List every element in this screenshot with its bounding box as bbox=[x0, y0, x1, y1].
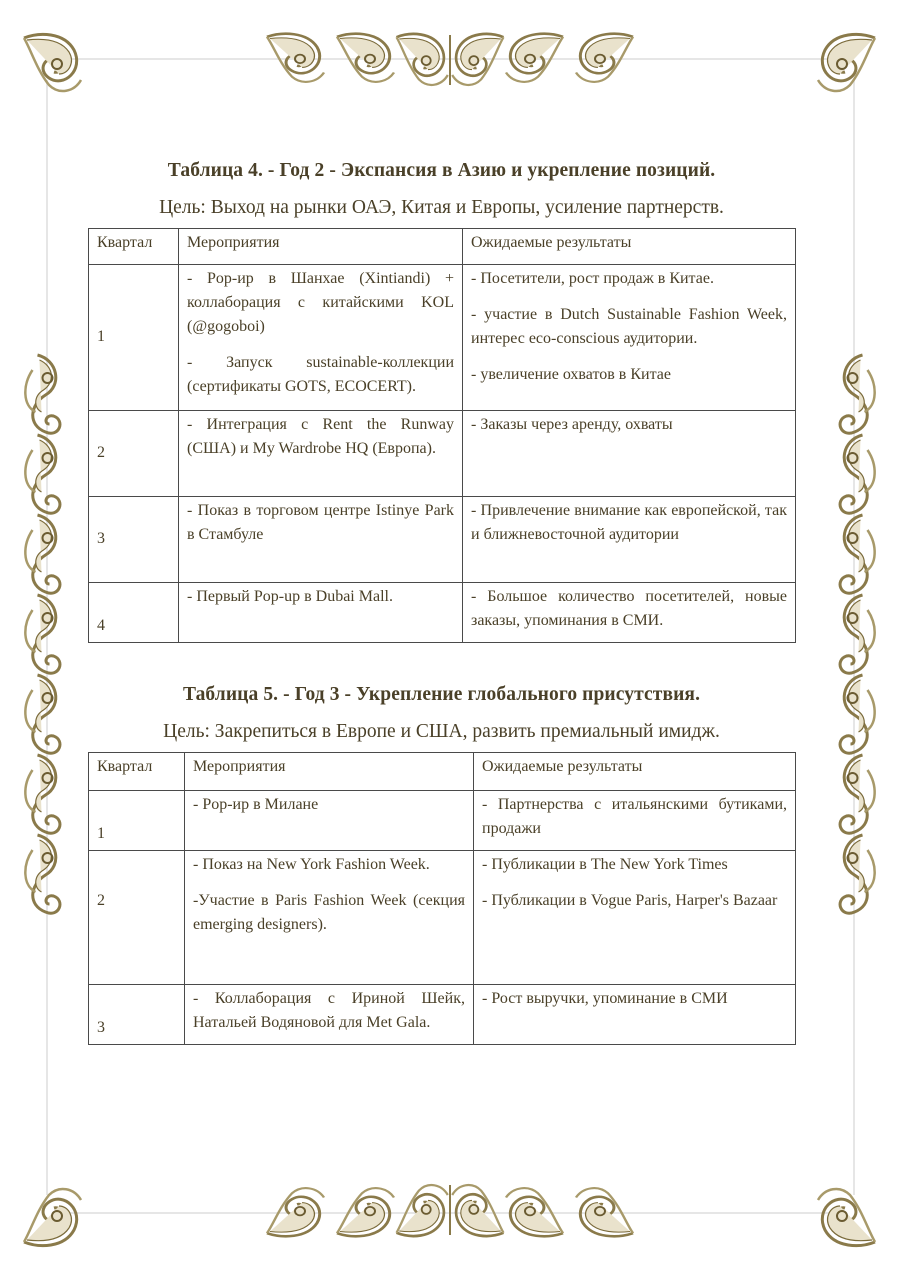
results-cell bbox=[463, 265, 796, 411]
corner-ornament-top-left bbox=[14, 30, 94, 100]
table-row bbox=[89, 411, 796, 497]
activities-cell bbox=[179, 497, 463, 583]
result-item: - Привлечение внимание как европейской, так и ближневосточной аудитории bbox=[471, 502, 787, 543]
header-results: Ожидаемые результаты bbox=[463, 229, 796, 265]
table4 bbox=[88, 228, 796, 643]
results-cell bbox=[463, 497, 796, 583]
quarter-cell: 2 bbox=[89, 411, 179, 497]
quarter-cell: 2 bbox=[89, 851, 185, 985]
quarter-cell: 3 bbox=[89, 985, 185, 1045]
table-row bbox=[89, 497, 796, 583]
activities-cell bbox=[185, 791, 474, 851]
top-center-ornament bbox=[262, 30, 638, 90]
table-row bbox=[89, 985, 796, 1045]
corner-ornament-bottom-right bbox=[805, 1180, 885, 1250]
result-item: - участие в Dutch Sustainable Fashion Week, интерес eco-conscious аудитории. bbox=[471, 306, 787, 347]
table-row bbox=[89, 583, 796, 643]
activity-item: - Pop-ир в Шанхае (Xintiandi) + коллаборация с китайскими KOL (@gogoboi) bbox=[187, 270, 454, 335]
results-cell bbox=[474, 985, 796, 1045]
activities-cell bbox=[179, 411, 463, 497]
results-cell bbox=[474, 791, 796, 851]
result-item: - Рост выручки, упоминание в СМИ bbox=[482, 990, 728, 1007]
activities-cell bbox=[185, 851, 474, 985]
activity-item: - Первый Pop-up в Dubai Mall. bbox=[187, 588, 393, 605]
table5-title: Таблица 5. - Год 3 - Укрепление глобального присутствия. bbox=[182, 684, 701, 705]
result-item: - увеличение охватов в Китае bbox=[471, 366, 671, 383]
table-row bbox=[89, 791, 796, 851]
activity-item: - Запуск sustainable-коллекции (сертификаты GOTS, ECOCERT). bbox=[187, 354, 454, 395]
bottom-center-ornament bbox=[262, 1180, 638, 1240]
table5-header-row bbox=[89, 753, 796, 791]
quarter-cell: 1 bbox=[89, 791, 185, 851]
result-item: - Партнерства с итальянскими бутиками, продажи bbox=[482, 796, 787, 837]
result-item: - Заказы через аренду, охваты bbox=[471, 416, 673, 433]
header-results: Ожидаемые результаты bbox=[474, 753, 796, 791]
result-item: - Публикации в Vogue Paris, Harper's Bazaar bbox=[482, 892, 778, 909]
activities-cell bbox=[179, 265, 463, 411]
table4-title: Таблица 4. - Год 2 - Экспансия в Азию и укрепление позиций. bbox=[167, 160, 716, 181]
quarter-cell: 4 bbox=[89, 583, 179, 643]
table4-header-row bbox=[89, 229, 796, 265]
right-side-ornament bbox=[815, 350, 890, 920]
activity-item: - Показ в торговом центре Istinye Park в Стамбуле bbox=[187, 502, 454, 543]
header-quarter: Квартал bbox=[89, 753, 185, 791]
quarter-cell: 3 bbox=[89, 497, 179, 583]
left-side-ornament bbox=[10, 350, 85, 920]
table5 bbox=[88, 752, 796, 1045]
activities-cell bbox=[179, 583, 463, 643]
activity-item: - Pop-ир в Милане bbox=[193, 796, 319, 813]
corner-ornament-top-right bbox=[805, 30, 885, 100]
result-item: - Публикации в The New York Times bbox=[482, 856, 728, 873]
header-activities: Мероприятия bbox=[185, 753, 474, 791]
activity-item: - Показ на New York Fashion Week. bbox=[193, 856, 430, 873]
activities-cell bbox=[185, 985, 474, 1045]
quarter-cell: 1 bbox=[89, 265, 179, 411]
table4-section bbox=[88, 156, 795, 643]
header-quarter: Квартал bbox=[89, 229, 179, 265]
activity-item: -Участие в Paris Fashion Week (секция emerging designers). bbox=[193, 892, 465, 933]
table-row bbox=[89, 851, 796, 985]
results-cell bbox=[463, 411, 796, 497]
result-item: - Большое количество посетителей, новые заказы, упоминания в СМИ. bbox=[471, 588, 787, 629]
corner-ornament-bottom-left bbox=[14, 1180, 94, 1250]
result-item: - Посетители, рост продаж в Китае. bbox=[471, 270, 714, 287]
table5-section bbox=[88, 680, 795, 1045]
activity-item: - Интеграция с Rent the Runway (США) и My Wardrobe HQ (Европа). bbox=[187, 416, 454, 457]
activity-item: - Коллаборация с Ириной Шейк, Натальей Водяновой для Met Gala. bbox=[193, 990, 465, 1031]
table-row bbox=[89, 265, 796, 411]
header-activities: Мероприятия bbox=[179, 229, 463, 265]
results-cell bbox=[474, 851, 796, 985]
table4-goal: Цель: Выход на рынки ОАЭ, Китая и Европы, усиление партнерств. bbox=[159, 197, 724, 218]
table5-goal: Цель: Закрепиться в Европе и США, развить премиальный имидж. bbox=[163, 721, 720, 742]
results-cell bbox=[463, 583, 796, 643]
